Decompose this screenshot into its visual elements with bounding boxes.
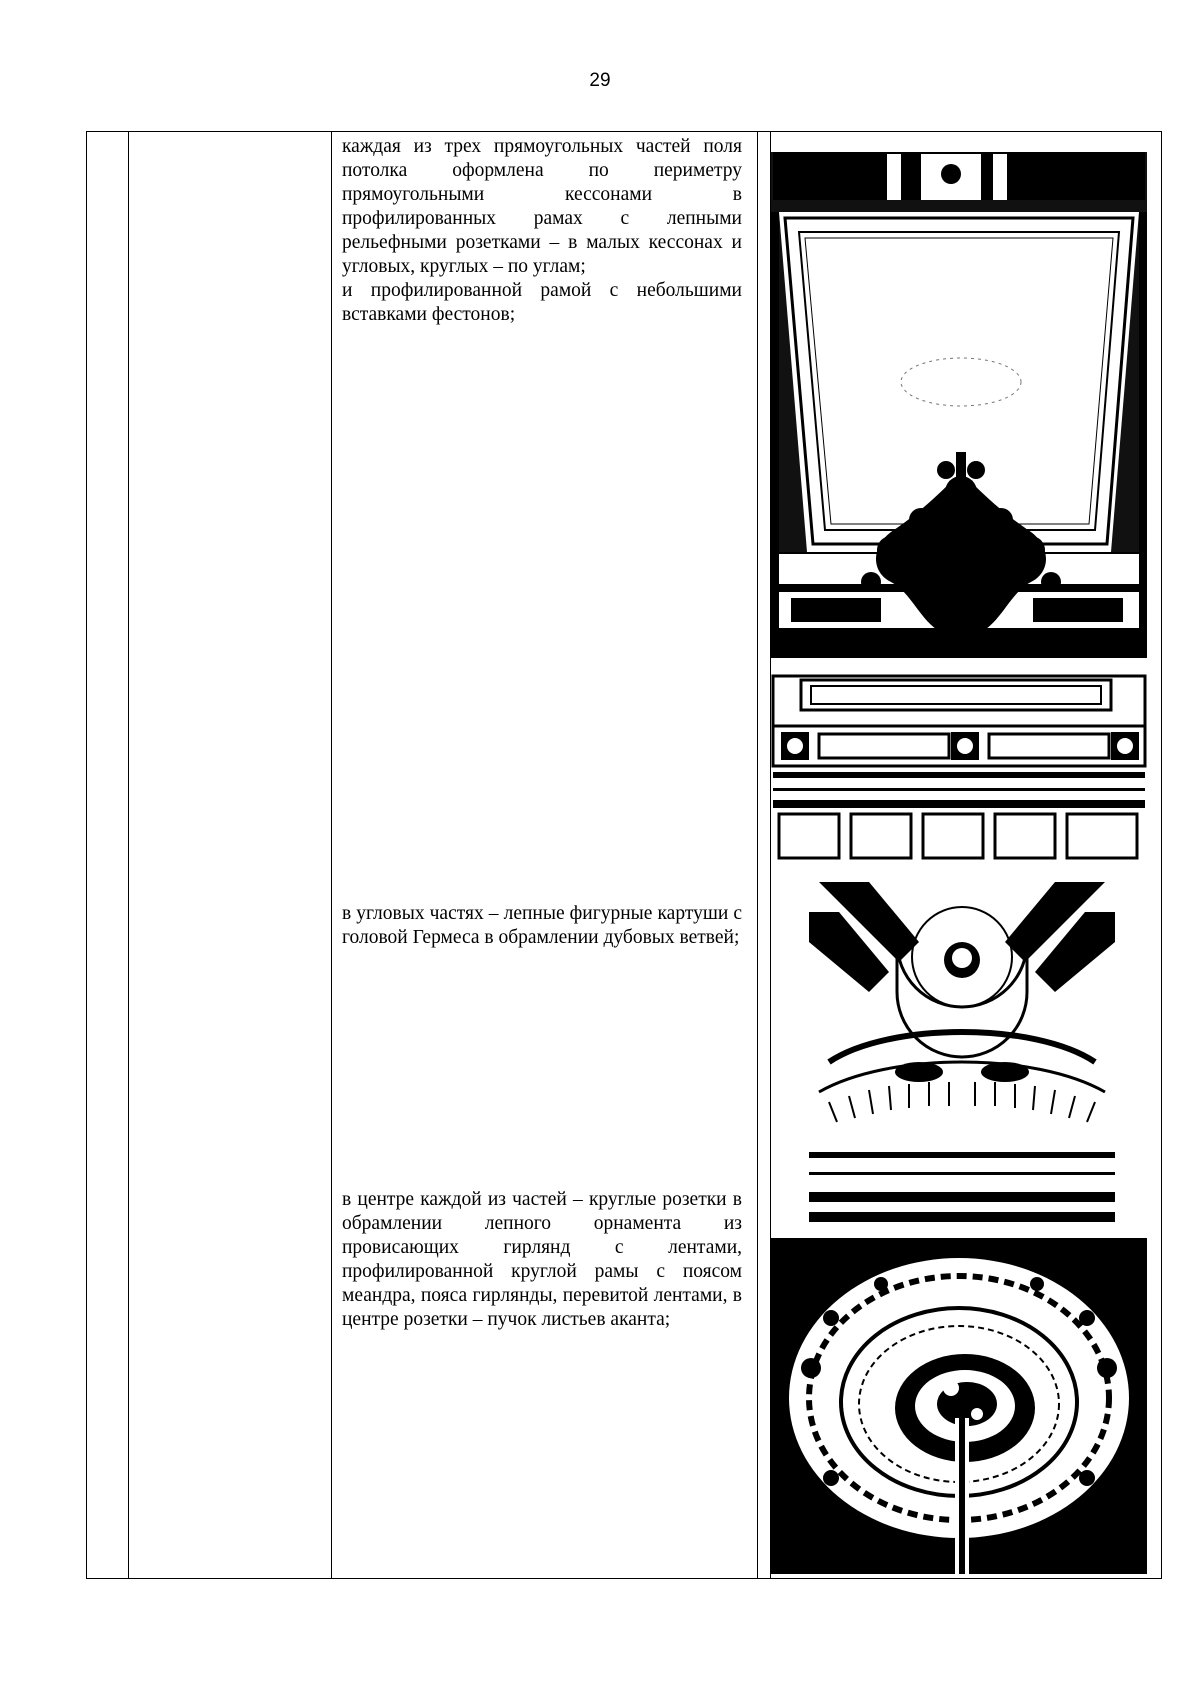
description-ceiling-coffers: каждая из трех прямоугольных частей поля потолка оформлена по периметру прямоугольными кессонами в профилированных рамах с лепными рельефными розетками – в малых кессонах и угловых, круглых – по углам; — [342, 136, 742, 277]
description-central-rosettes: в центре каждой из частей – круглые розетки в обрамлении лепного орнамента из провисающих гирлянд с лентами, профилированной круглой рамы с поясом меандра, пояса гирлянды, перевитой лентами, в центре розетки – пучок листьев аканта; — [342, 1189, 742, 1330]
column-divider — [757, 132, 758, 1578]
ceiling-chandelier-photo — [771, 152, 1147, 658]
central-rosette-photo — [771, 1238, 1147, 1574]
column-divider — [331, 132, 332, 1578]
page-number: 29 — [589, 70, 611, 91]
cornice-coffers-photo — [771, 672, 1147, 864]
column-divider — [128, 132, 129, 1578]
description-table — [86, 131, 1162, 1579]
description-frame-festoons: и профилированной рамой с небольшими вставками фестонов; — [342, 280, 742, 325]
hermes-cartouche-photo — [809, 882, 1115, 1222]
description-corner-cartouches: в угловых частях – лепные фигурные картуши с головой Гермеса в обрамлении дубовых ветвей; — [342, 903, 742, 948]
